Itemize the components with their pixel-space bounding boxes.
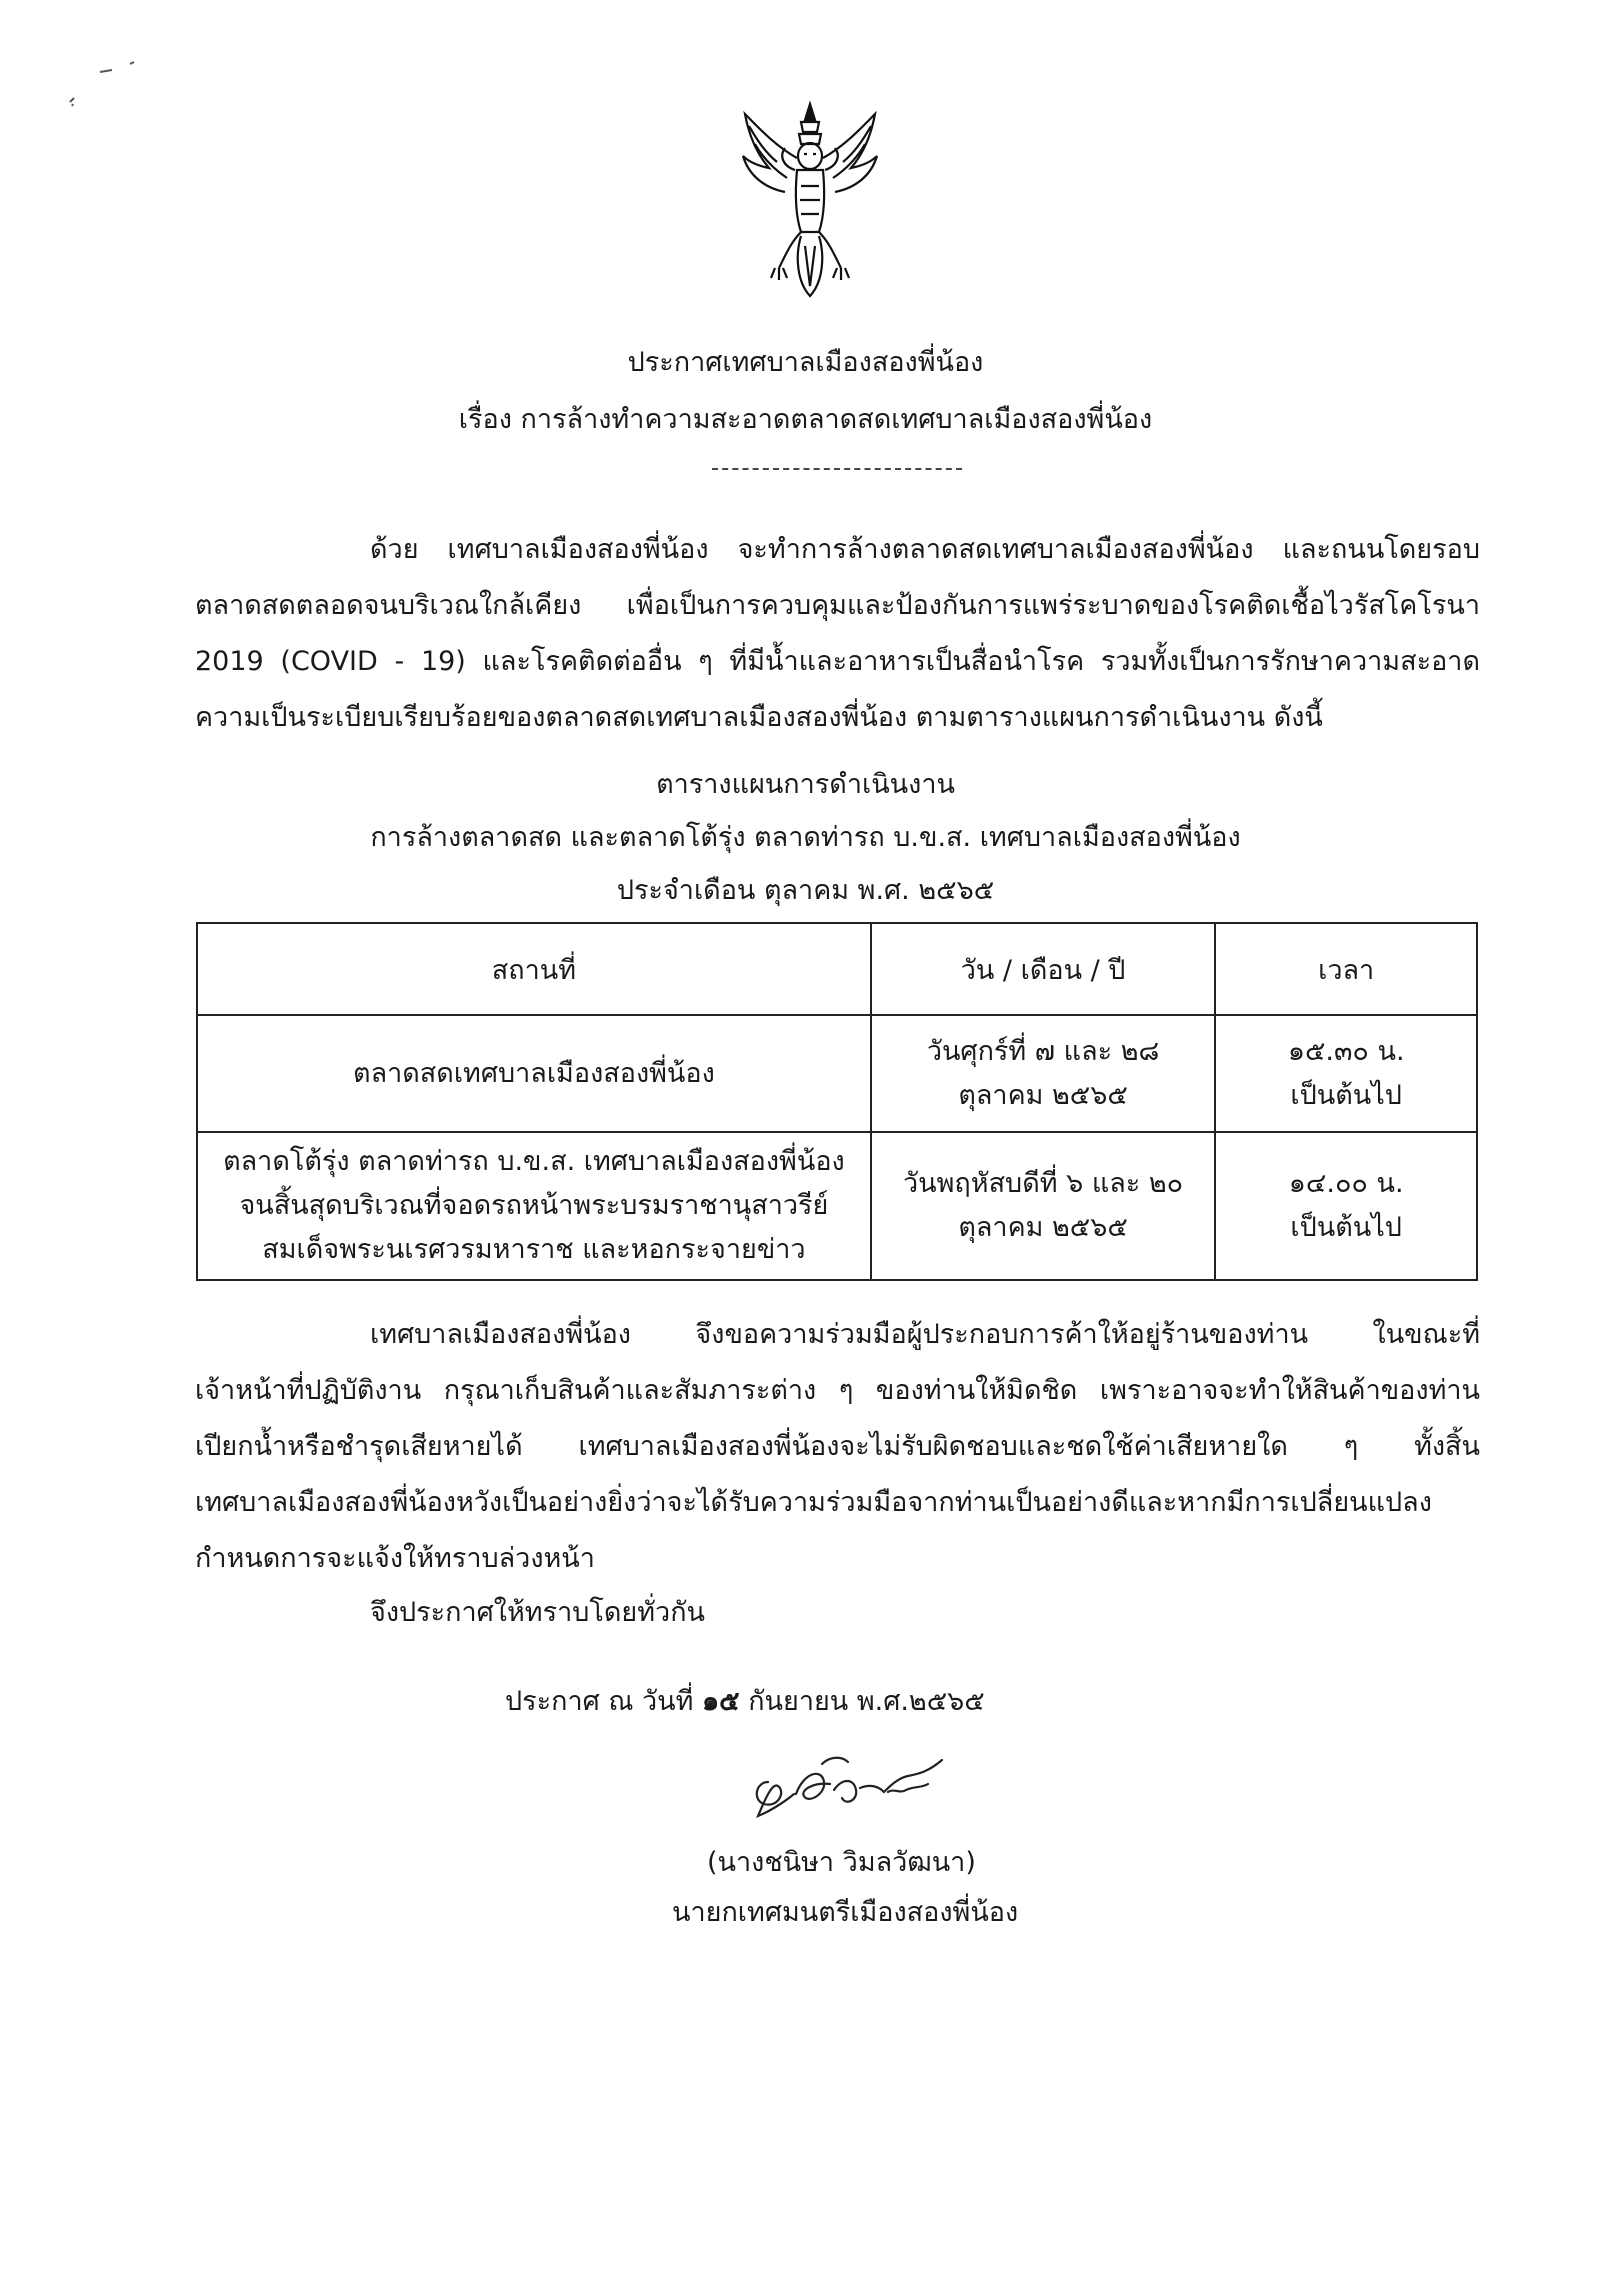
table-row — [197, 1015, 1477, 1132]
title-divider — [712, 468, 962, 470]
schedule-month: ประจำเดือน ตุลาคม พ.ศ. ๒๕๖๕ — [616, 875, 995, 906]
intro-paragraph — [195, 522, 1480, 746]
scan-mark — [60, 50, 150, 120]
cell-place — [197, 1132, 871, 1280]
cell-text: ตุลาคม ๒๕๖๕ — [958, 1079, 1128, 1111]
cell-text: ตุลาคม ๒๕๖๕ — [958, 1212, 1128, 1243]
schedule-subheading: การล้างตลาดสด และตลาดโต้รุ่ง ตลาดท่ารถ บ.ข.ส. เทศบาลเมืองสองพี่น้อง — [370, 822, 1241, 853]
request-line: กำหนดการจะแจ้งให้ทราบล่วงหน้า — [195, 1543, 595, 1574]
signature-image — [738, 1742, 968, 1837]
date-suffix: กันยายน พ.ศ.๒๕๖๕ — [748, 1686, 985, 1717]
signatory-position: นายกเทศมนตรีเมืองสองพี่น้อง — [672, 1897, 1019, 1928]
cell-text: ๑๕.๓๐ น. — [1287, 1035, 1405, 1067]
signatory-name: (นางชนิษา วิมลวัฒนา) — [707, 1847, 976, 1878]
announcement-title: ประกาศเทศบาลเมืองสองพี่น้อง — [627, 347, 984, 378]
schedule-table — [196, 922, 1478, 1281]
schedule-heading: ตารางแผนการดำเนินงาน — [656, 769, 955, 800]
cell-text: เป็นต้นไป — [1290, 1079, 1402, 1111]
date-day: ๑๕ — [702, 1686, 740, 1717]
request-line: เทศบาลเมืองสองพี่น้อง จึงขอความร่วมมือผู้ประกอบการค้าให้อยู่ร้านของท่าน ในขณะที่ — [370, 1319, 1480, 1350]
table-row — [197, 1132, 1477, 1280]
cell-text: วันศุกร์ที่ ๗ และ ๒๘ — [926, 1035, 1160, 1067]
announcement-date — [505, 1682, 985, 1722]
column-header-date: วัน / เดือน / ปี — [871, 923, 1216, 1015]
request-line: เทศบาลเมืองสองพี่น้องหวังเป็นอย่างยิ่งว่าจะได้รับความร่วมมือจากท่านเป็นอย่างดีและหากมีการเปลี่ยนแปลง — [195, 1487, 1432, 1518]
request-line: เจ้าหน้าที่ปฏิบัติงาน กรุณาเก็บสินค้าและสัมภาระต่าง ๆ ของท่านให้มิดชิด เพราะอาจจะทำให้สินค้าของท่าน — [195, 1375, 1480, 1406]
cell-date — [871, 1132, 1216, 1280]
announcement-subject: เรื่อง การล้างทำความสะอาดตลาดสดเทศบาลเมืองสองพี่น้อง — [458, 404, 1153, 435]
intro-line: ตลาดสดตลอดจนบริเวณใกล้เคียง เพื่อเป็นการควบคุมและป้องกันการแพร่ระบาดของโรคติดเชื้อไวรัสโคโรนา — [195, 590, 1480, 621]
cell-text: ตลาดโต้รุ่ง ตลาดท่ารถ บ.ข.ส. เทศบาลเมืองสองพี่น้อง — [223, 1146, 845, 1177]
column-header-time: เวลา — [1215, 923, 1477, 1015]
cell-time — [1215, 1132, 1477, 1280]
table-header-row — [197, 923, 1477, 1015]
garuda-emblem-icon — [735, 96, 885, 306]
cell-text: สมเด็จพระนเรศวรมหาราช และหอกระจายข่าว — [262, 1234, 806, 1265]
intro-line: 2019 (COVID - 19) และโรคติดต่ออื่น ๆ ที่มีน้ำและอาหารเป็นสื่อนำโรค รวมทั้งเป็นการรักษาความสะอาด — [195, 646, 1480, 677]
request-paragraph — [195, 1307, 1480, 1587]
cell-text: จนสิ้นสุดบริเวณที่จอดรถหน้าพระบรมราชานุสาวรีย์ — [239, 1190, 829, 1221]
cell-text: ๑๔.๐๐ น. — [1288, 1168, 1404, 1199]
cell-text: วันพฤหัสบดีที่ ๖ และ ๒๐ — [903, 1168, 1184, 1199]
request-line: เปียกน้ำหรือชำรุดเสียหายได้ เทศบาลเมืองสองพี่น้องจะไม่รับผิดชอบและชดใช้ค่าเสียหายใด ๆ ทั้งสิ้น — [195, 1431, 1480, 1462]
intro-line: ด้วย เทศบาลเมืองสองพี่น้อง จะทำการล้างตลาดสดเทศบาลเมืองสองพี่น้อง และถนนโดยรอบ — [370, 534, 1480, 565]
cell-text: เป็นต้นไป — [1290, 1212, 1402, 1243]
cell-text: ตลาดสดเทศบาลเมืองสองพี่น้อง — [353, 1057, 715, 1089]
closing-statement: จึงประกาศให้ทราบโดยทั่วกัน — [370, 1597, 705, 1628]
intro-line: ความเป็นระเบียบเรียบร้อยของตลาดสดเทศบาลเมืองสองพี่น้อง ตามตารางแผนการดำเนินงาน ดังนี้ — [195, 702, 1323, 733]
cell-place — [197, 1015, 871, 1132]
cell-time — [1215, 1015, 1477, 1132]
date-prefix: ประกาศ ณ วันที่ — [505, 1686, 694, 1717]
cell-date — [871, 1015, 1216, 1132]
column-header-place: สถานที่ — [197, 923, 871, 1015]
